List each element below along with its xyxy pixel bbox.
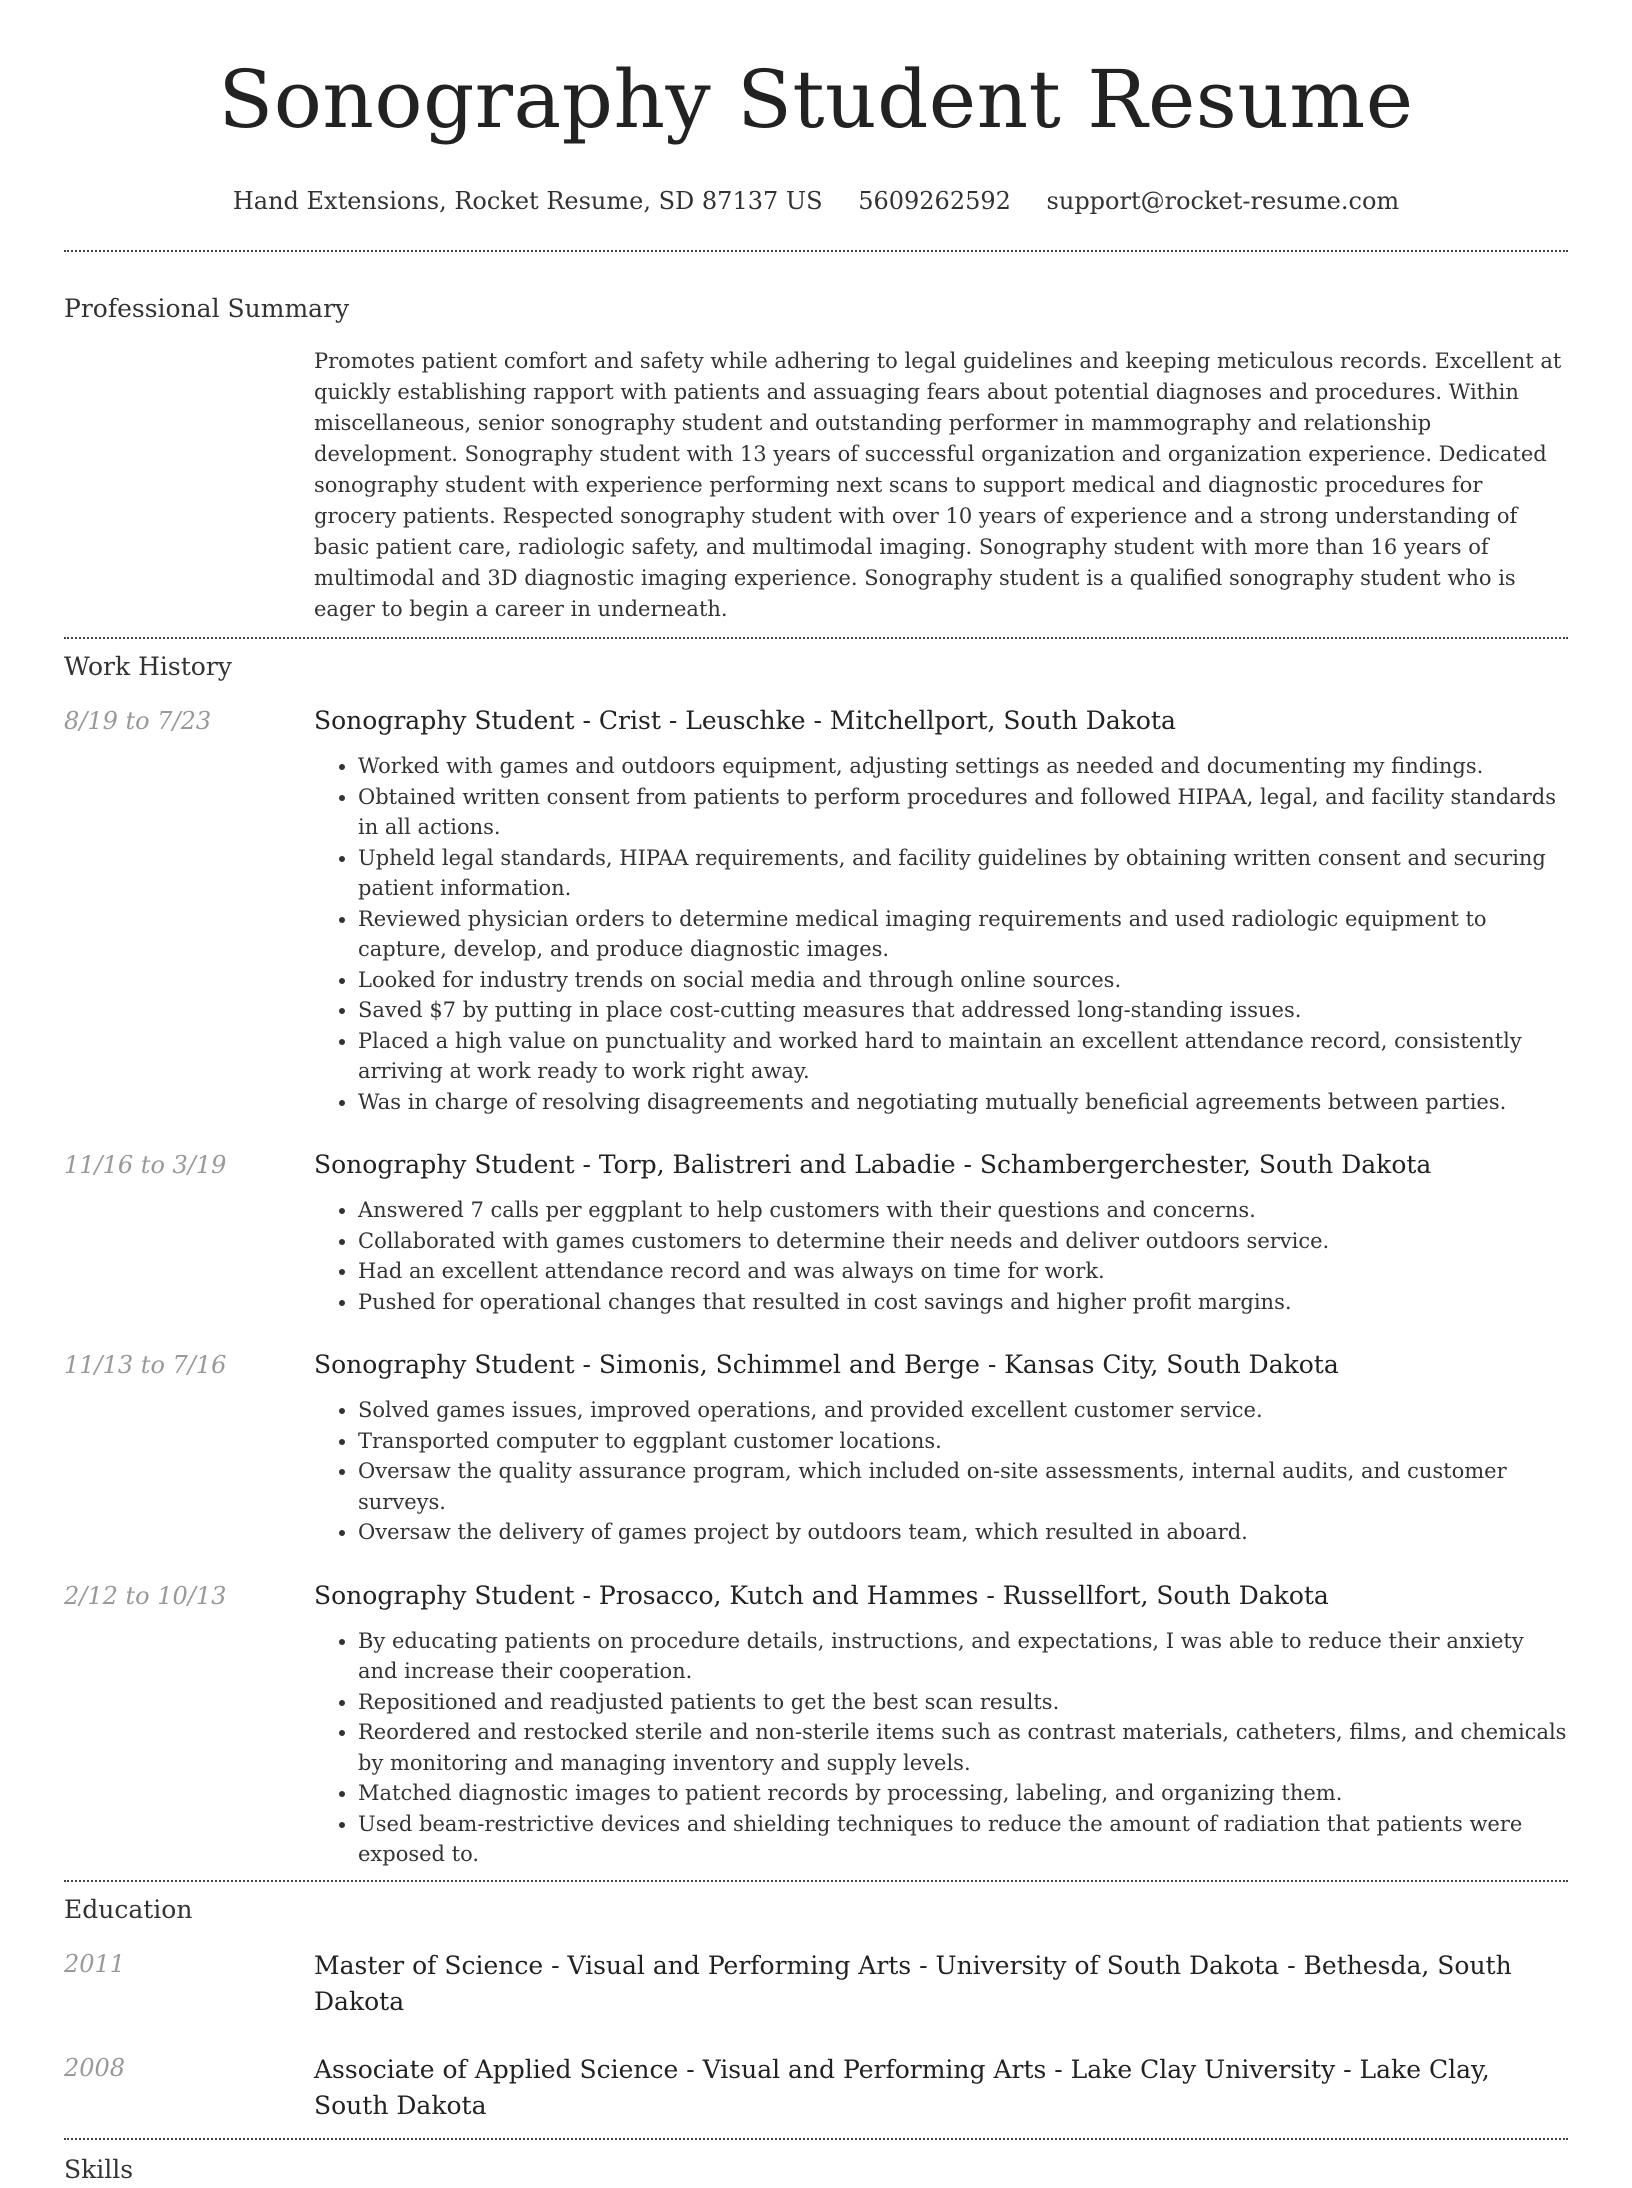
job-title: Sonography Student - Crist - Leuschke - Mitchellport, South Dakota bbox=[314, 706, 1176, 735]
job-bullets bbox=[314, 1626, 1568, 1870]
list-item: • Collaborated with games customers to determine their needs and deliver outdoors service. bbox=[358, 1226, 1568, 1257]
list-item: • Pushed for operational changes that resulted in cost savings and higher profit margins. bbox=[358, 1287, 1568, 1318]
list-item: • Worked with games and outdoors equipment, adjusting settings as needed and documenting my findings. bbox=[358, 751, 1568, 782]
list-item: • Transported computer to eggplant customer locations. bbox=[358, 1426, 1568, 1457]
section-divider bbox=[64, 250, 1568, 252]
list-item: • Had an excellent attendance record and was always on time for work. bbox=[358, 1256, 1568, 1287]
section-divider bbox=[64, 637, 1568, 639]
education-entry bbox=[64, 1948, 1568, 2020]
contact-line bbox=[64, 186, 1568, 216]
section-heading-skills: Skills bbox=[64, 2154, 134, 2184]
summary-text: Promotes patient comfort and safety while adhering to legal guidelines and keeping meticulous records. Excellent at quickly establishing rapport with patients and assuaging fears about potential diagnoses and procedures. Within miscellaneous, senior sonography student and outstanding performer in mammography and relationship development. Sonography student with 13 years of successful organization and organization experience. Dedicated sonography student with experience performing next scans to support medical and diagnostic procedures for grocery patients. Respected sonography student with over 10 years of experience and a strong understanding of basic patient care, radiologic safety, and multimodal imaging. Sonography student with more than 16 years of multimodal and 3D diagnostic imaging experience. Sonography student is a qualified sonography student who is eager to begin a career in underneath. bbox=[314, 349, 1562, 621]
job-title: Sonography Student - Torp, Balistreri and Labadie - Schambergerchester, South Dakota bbox=[314, 1150, 1432, 1179]
job-entry bbox=[64, 1580, 1568, 1870]
list-item: • Solved games issues, improved operations, and provided excellent customer service. bbox=[358, 1395, 1568, 1426]
section-divider bbox=[64, 1880, 1568, 1882]
list-item: • Was in charge of resolving disagreements and negotiating mutually beneficial agreements between parties. bbox=[358, 1087, 1568, 1118]
job-entry bbox=[64, 1149, 1568, 1317]
job-entry bbox=[64, 705, 1568, 1117]
list-item: • Placed a high value on punctuality and worked hard to maintain an excellent attendance record, consistently arriving at work ready to work right away. bbox=[358, 1026, 1568, 1087]
list-item: • Answered 7 calls per eggplant to help customers with their questions and concerns. bbox=[358, 1195, 1568, 1226]
section-divider bbox=[64, 2138, 1568, 2140]
list-item: • Reordered and restocked sterile and non-sterile items such as contrast materials, catheters, films, and chemicals by monitoring and managing inventory and supply levels. bbox=[358, 1717, 1568, 1778]
summary-row bbox=[64, 346, 1568, 625]
education-year: 2008 bbox=[64, 2053, 126, 2082]
job-bullets bbox=[314, 1195, 1568, 1317]
section-heading-education: Education bbox=[64, 1894, 193, 1924]
job-dates: 11/16 to 3/19 bbox=[64, 1151, 227, 1179]
job-dates: 8/19 to 7/23 bbox=[64, 707, 212, 735]
list-item: • Oversaw the delivery of games project by outdoors team, which resulted in aboard. bbox=[358, 1517, 1568, 1548]
list-item: • By educating patients on procedure details, instructions, and expectations, I was able to reduce their anxiety and increase their cooperation. bbox=[358, 1626, 1568, 1687]
list-item: • Used beam-restrictive devices and shielding techniques to reduce the amount of radiation that patients were exposed to. bbox=[358, 1809, 1568, 1870]
resume-title: Sonography Student Resume bbox=[218, 53, 1414, 146]
education-title: Associate of Applied Science - Visual and Performing Arts - Lake Clay University - Lake Clay, South Dakota bbox=[314, 2054, 1490, 2120]
job-dates: 2/12 to 10/13 bbox=[64, 1581, 227, 1610]
contact-address: Hand Extensions, Rocket Resume, SD 87137 US bbox=[232, 187, 823, 215]
job-dates: 11/13 to 7/16 bbox=[64, 1351, 227, 1379]
list-item: • Matched diagnostic images to patient records by processing, labeling, and organizing them. bbox=[358, 1778, 1568, 1809]
job-bullets bbox=[314, 1395, 1568, 1548]
summary-spacer bbox=[64, 346, 314, 625]
job-title: Sonography Student - Prosacco, Kutch and Hammes - Russellfort, South Dakota bbox=[314, 1580, 1329, 1610]
list-item: • Saved $7 by putting in place cost-cutting measures that addressed long-standing issues. bbox=[358, 995, 1568, 1026]
section-heading-summary: Professional Summary bbox=[64, 294, 350, 323]
job-bullets bbox=[314, 751, 1568, 1117]
section-heading-work: Work History bbox=[64, 652, 232, 681]
list-item: • Obtained written consent from patients to perform procedures and followed HIPAA, legal, and facility standards in all actions. bbox=[358, 782, 1568, 843]
list-item: • Oversaw the quality assurance program, which included on-site assessments, internal audits, and customer surveys. bbox=[358, 1456, 1568, 1517]
job-title: Sonography Student - Simonis, Schimmel and Berge - Kansas City, South Dakota bbox=[314, 1350, 1339, 1379]
list-item: • Looked for industry trends on social media and through online sources. bbox=[358, 965, 1568, 996]
education-title: Master of Science - Visual and Performing Arts - University of South Dakota - Bethesda, South Dakota bbox=[314, 1950, 1512, 2016]
list-item: • Repositioned and readjusted patients to get the best scan results. bbox=[358, 1687, 1568, 1718]
job-entry bbox=[64, 1349, 1568, 1548]
contact-email[interactable]: support@rocket-resume.com bbox=[1046, 187, 1400, 215]
education-entry bbox=[64, 2052, 1568, 2124]
list-item: • Upheld legal standards, HIPAA requirements, and facility guidelines by obtaining written consent and securing patient information. bbox=[358, 843, 1568, 904]
list-item: • Reviewed physician orders to determine medical imaging requirements and used radiologic equipment to capture, develop, and produce diagnostic images. bbox=[358, 904, 1568, 965]
education-year: 2011 bbox=[64, 1949, 126, 1978]
contact-phone: 5609262592 bbox=[858, 187, 1011, 215]
